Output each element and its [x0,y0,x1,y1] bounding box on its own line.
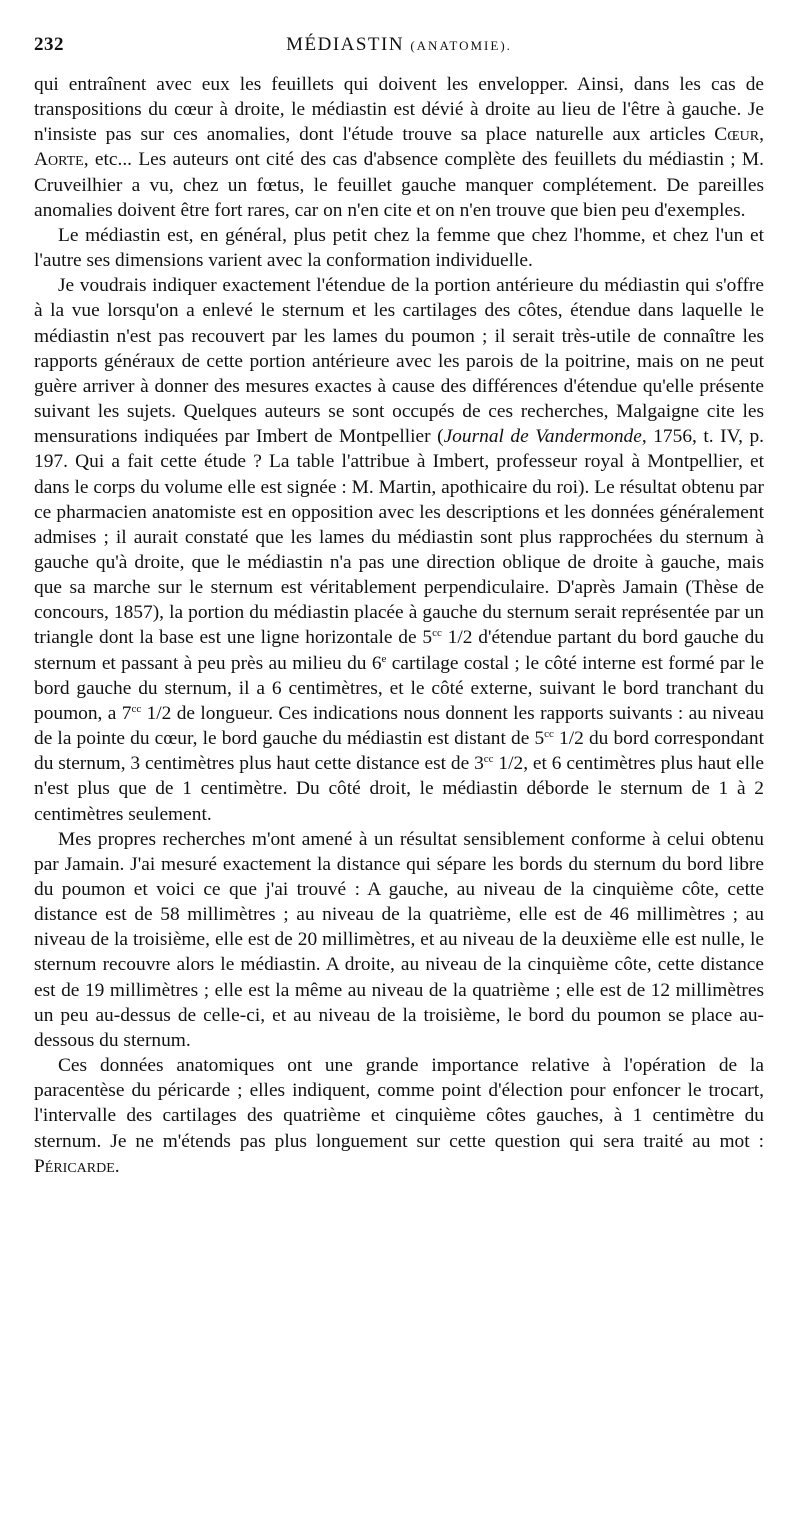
text-run: Je voudrais indiquer exactement l'étendue de la portion antérieure du médiastin qui s'offre à la vue lorsqu'on a enlevé le sternum et les cartilages des côtes, étendue dans laquelle le médiastin n'est pas recouvert par les lames du poumon ; il serait très-utile de connaître les rapports généraux de cette portion antérieure avec les parois de la poitrine, mais on ne peut guère arriver à donner des mesures exactes à cause des différences d'étendue qu'elle présente suivant les sujets. Quelques auteurs se sont occupés de ces recherches, Malgaigne cite les mensurations indiquées par Imbert de Montpellier ( [34,275,764,448]
text-run: 1/2 de longueur. Ces indications nous donnent les rapports suivants : au niveau de la pointe du cœur, le bord gauche du médiastin est distant de 5 [34,702,764,750]
superscript: cc [483,753,494,766]
document-page [34,34,764,1179]
italic-citation: Journal de Vandermonde [443,426,642,448]
paragraph-p2 [34,223,764,273]
cross-reference: Péricarde [34,1155,115,1177]
text-run: 1/2 du bord correspondant du sternum, 3 centimètres plus haut cette distance est de 3 [34,728,764,775]
page-number: 232 [34,34,64,55]
running-title-main: MÉDIASTIN [286,34,405,55]
cross-reference: Aorte [34,149,84,171]
text-run: 1/2, et 6 centimètres plus haut elle n'est plus que de 1 centimètre. Du côté droit, le médiastin déborde le sternum de 1 à 2 centimètres seulement. [34,753,764,825]
superscript: cc [544,728,554,741]
text-run: cartilage costal ; le côté interne est formé par le bord gauche du sternum, il a 6 centimètres, et le côté externe, suivant le bord tranchant du poumon, a 7 [34,652,764,724]
superscript: e [381,652,387,665]
text-run: Ces données anatomiques ont une grande importance relative à l'opération de la paracentèse du péricarde ; elles indiquent, comme point d'élection pour enfoncer le trocart, l'intervalle des cartilages des quatrième et cinquième côtes gauches, à 1 centimètre du sternum. Je ne m'étends pas plus longuement sur cette question qui sera traité au mot : [34,1055,764,1152]
paragraph-p4 [34,827,764,1053]
text-run: , [759,124,764,146]
text-run: Mes propres recherches m'ont amené à un résultat sensiblement conforme à celui obtenu par Jamain. J'ai mesuré exactement la distance qui sépare les bords du sternum du bord libre du poumon et voici ce que j'ai trouvé : A gauche, au niveau de la cinquième côte, cette distance est de 58 millimètres ; au niveau de la quatrième, elle est de 46 millimètres ; au niveau de la troisième, elle est de 20 millimètres, et au niveau de la deuxième elle est nulle, le sternum recouvre alors le médiastin. A droite, au niveau de la cinquième côte, cette distance est de 19 millimètres ; elle est la même au niveau de la quatrième ; elle est de 12 millimètres un peu au-dessus de celle-ci, et au niveau de la troisième, le bord du poumon se place au-dessous du sternum. [34,828,764,1051]
superscript: cc [131,702,142,715]
text-run: qui entraînent avec eux les feuillets qui doivent les envelopper. Ainsi, dans les cas de transpositions du cœur à droite, le médiastin est dévié à droite au lieu de l'être à gauche. Je n'insiste pas sur ces anomalies, dont l'étude trouve sa place naturelle aux articles [34,74,764,146]
superscript: cc [432,627,442,640]
text-run: , 1756, t. IV, p. 197. Qui a fait cette étude ? La table l'attribue à Imbert, professeur royal à Montpellier, et dans le corps du volume elle est signée : M. Martin, apothicaire du roi). Le résultat obtenu par ce pharmacien anatomiste est en opposition avec les descriptions et les données généralement admises ; il aurait constaté que les lames du médiastin sont plus rapprochées du sternum à gauche qu'à droite, que le médiastin n'a pas une direction oblique de droite à gauche, mais que sa marche sur le sternum est véritablement perpendiculaire. D'après Jamain (Thèse de concours, 1857), la portion du médiastin placée à gauche du sternum serait représentée par un triangle dont la base est une ligne horizontale de 5 [34,426,765,649]
cross-reference: Cœur [714,124,760,146]
body-text [34,72,764,1179]
text-run: . [114,1155,120,1177]
text-run: , etc... Les auteurs ont cité des cas d'absence complète des feuillets du médiastin ; M. Cruveilhier a vu, chez un fœtus, le feuillet gauche manquer complétement. De pareilles anomalies doivent être fort rares, car on n'en cite et on n'en trouve que bien peu d'exemples. [34,149,764,221]
text-run: Le médiastin est, en général, plus petit chez la femme que chez l'homme, et chez l'un et l'autre ses dimensions varient avec la conformation individuelle. [34,224,764,272]
running-title-subtitle: (ANATOMIE). [410,38,512,53]
running-header [34,34,764,72]
paragraph-p5 [34,1053,764,1179]
paragraph-p1 [34,72,764,223]
running-title [34,34,764,56]
paragraph-p3 [34,273,764,826]
text-run: 1/2 d'étendue partant du bord gauche du sternum et passant à peu près au milieu du 6 [34,627,764,674]
